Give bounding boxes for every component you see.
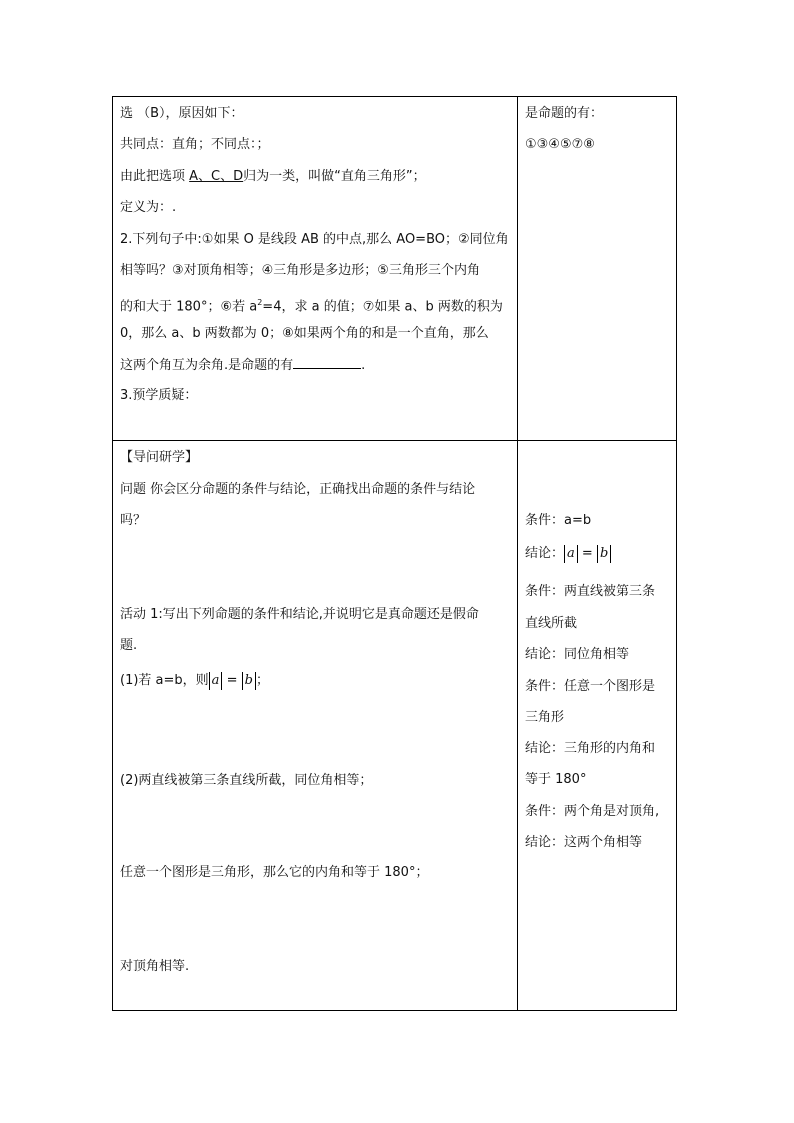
answer-numbers: ①③④⑤⑦⑧ xyxy=(525,137,595,152)
abs-a: a xyxy=(564,545,578,563)
condition-2-line1: 条件：两直线被第三条 xyxy=(525,584,656,599)
prestudy-questions-line: 3.预学质疑： xyxy=(120,388,198,403)
problem-line1: 问题 你会区分命题的条件与结论，正确找出命题的条件与结论 xyxy=(120,482,476,497)
row-divider xyxy=(113,440,676,441)
condition-3-line1: 条件：任意一个图形是 xyxy=(525,679,656,694)
proposition-4: 对顶角相等. xyxy=(120,959,190,974)
condition-2-line2: 直线所截 xyxy=(525,616,578,631)
conclusion-3-line1: 结论：三角形的内角和 xyxy=(525,741,656,756)
condition-4: 条件：两个角是对顶角, xyxy=(525,804,660,819)
activity-line1: 活动 1:写出下列命题的条件和结论,并说明它是真命题还是假命 xyxy=(120,607,479,622)
options-underlined: A、C、D xyxy=(189,169,244,184)
abs-b: b xyxy=(242,672,256,690)
question2-line5: 这两个角互为余角.是命题的有 . xyxy=(120,358,366,373)
activity-line2: 题. xyxy=(120,638,138,653)
condition-1: 条件：a=b xyxy=(525,513,592,528)
answer-choice-line: 选 （B），原因如下： xyxy=(120,106,244,121)
abs-a: a xyxy=(209,672,223,690)
condition-3-line2: 三角形 xyxy=(525,710,565,725)
column-divider xyxy=(517,97,518,1010)
conclusion-4: 结论：这两个角相等 xyxy=(525,835,643,850)
question2-line3: 的和大于 180°；⑥若 $a^2=4$，求 a 的值；⑦如果 a、b 两数的积为 xyxy=(120,298,503,315)
question2-line1: 2.下列句子中:①如果 O 是线段 AB 的中点,那么 AO=BO；②同位角 xyxy=(120,232,509,247)
common-points-line: 共同点：直角；不同点：； xyxy=(120,137,270,152)
conclusion-1: 结论： a = b xyxy=(525,545,611,563)
conclusion-2: 结论：同位角相等 xyxy=(525,647,630,662)
abs-b: b xyxy=(597,545,611,563)
classification-line: 由此把选项 A、C、D归为一类，叫做“直角三角形”； xyxy=(120,169,426,184)
question2-line4: 0，那么 a、b 两数都为 0；⑧如果两个角的和是一个直角，那么 xyxy=(120,326,489,341)
answer-heading: 是命题的有： xyxy=(525,106,604,121)
section-heading: 【导问研学】 xyxy=(120,450,199,465)
problem-line2: 吗？ xyxy=(120,513,147,528)
proposition-1: (1)若 a=b，则 a = b ； xyxy=(120,673,269,688)
definition-line: 定义为：. xyxy=(120,200,177,215)
answer-blank[interactable] xyxy=(293,356,361,369)
proposition-2: (2)两直线被第三条直线所截，同位角相等； xyxy=(120,773,373,788)
conclusion-3-line2: 等于 180° xyxy=(525,772,587,787)
question2-line2: 相等吗？③对顶角相等；④三角形是多边形；⑤三角形三个内角 xyxy=(120,263,480,278)
proposition-3: 任意一个图形是三角形，那么它的内角和等于 180°； xyxy=(120,865,429,880)
